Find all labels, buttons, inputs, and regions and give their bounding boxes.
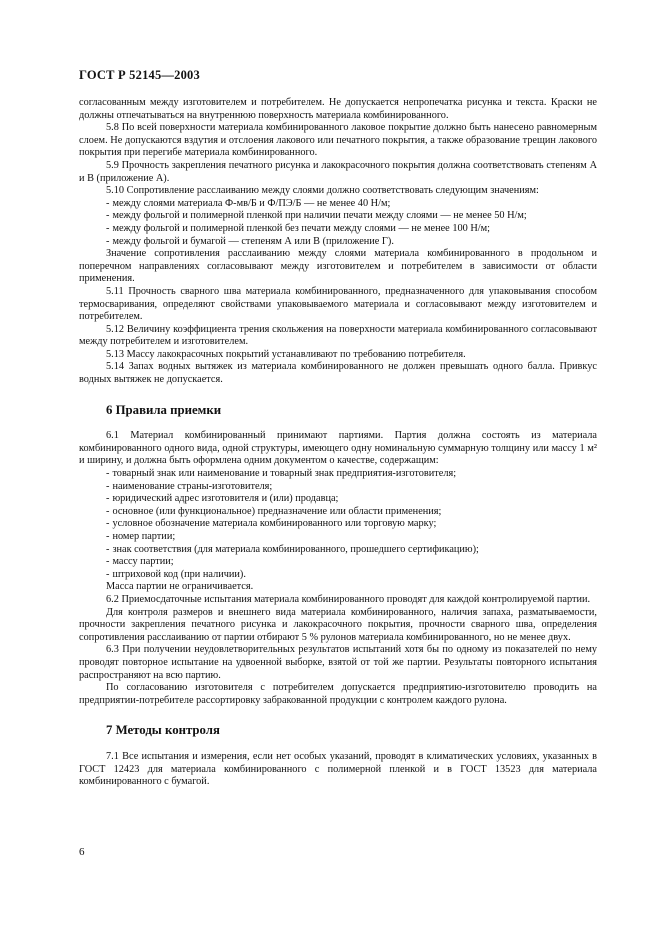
list-item: - условное обозначение материала комбинированного или торговую марку; <box>106 518 437 530</box>
paragraph-6-1: 6.1 Материал комбинированный принимают партиями. Партия должна состоять из материала комбинированного одного вида, одной структуры, имеющего одну номинальную суммарную толщину или массу 1 м² и ширину, и должна быть оформлена одним документом о качестве, содержащим: <box>79 430 597 467</box>
list-item: - основное (или функциональное) предназначение или области применения; <box>106 505 442 517</box>
paragraph-6-2b: Для контроля размеров и внешнего вида материала комбинированного, наличия запаха, разматываемости, прочности закрепления печатного рисунка и лакокрасочного покрытия, прочности сварного шва, определения сопротивления расслаиванию от партии отбирают 5 % рулонов материала комбинированного, но не менее двух. <box>79 606 597 643</box>
paragraph-5-11: 5.11 Прочность сварного шва материала комбинированного, предназначенного для упаковывания способом термосваривания, определяют свойствами упаковываемого материала и согласовывают между изготовителем и потребителем. <box>79 285 597 323</box>
list-item: - номер партии; <box>106 531 176 542</box>
list-item: - между слоями материала Ф-мв/Б и Ф/ПЭ/Б — не менее 40 Н/м; <box>106 197 391 209</box>
paragraph-6-3b: По согласованию изготовителя с потребителем допускается предприятию-изготовителю проводить на предприятии-потребителе рассортировку забракованной продукции с контролем каждого рулона. <box>79 682 597 706</box>
paragraph-5-14: 5.14 Запах водных вытяжек из материала комбинированного не должен превышать одного балла. Привкус водных вытяжек не допускается. <box>79 361 597 386</box>
page-number: 6 <box>79 846 85 858</box>
list-item: - товарный знак или наименование и товарный знак предприятия-изготовителя; <box>106 468 457 480</box>
paragraph-continuation: согласованным между изготовителем и потребителем. Не допускается непропечатка рисунка и текста. Краски не должны отпечатываться на внутреннюю поверхность материала комбинированного. <box>79 97 597 121</box>
list-item: - юридический адрес изготовителя и (или) продавца; <box>106 493 339 505</box>
section-7-heading: 7 Методы контроля <box>106 723 220 738</box>
list-item: - штриховой код (при наличии). <box>106 568 246 580</box>
list-item: - между фольгой и бумагой — степеням А или В (приложение Г). <box>106 235 394 247</box>
paragraph-6-2: 6.2 Приемосдаточные испытания материала комбинированного проводят для каждой контролируемой партии. <box>106 593 591 605</box>
paragraph-6-1-note: Масса партии не ограничивается. <box>106 581 254 593</box>
list-item: - массу партии; <box>106 556 174 568</box>
paragraph-5-9: 5.9 Прочность закрепления печатного рисунка и лакокрасочного покрытия должна соответствовать степеням А и В (приложение А). <box>79 159 597 184</box>
section-6-heading: 6 Правила приемки <box>106 402 222 417</box>
paragraph-6-3: 6.3 При получении неудовлетворительных результатов испытаний хотя бы по одному из показателей по нему проводят повторное испытание на удвоенной выборке, взятой от той же партии. Результаты повторного испытания распространяют на всю партию. <box>79 644 597 681</box>
document-body <box>79 97 597 789</box>
list-item: - наименование страны-изготовителя; <box>106 480 273 492</box>
list-item: - между фольгой и полимерной пленкой при наличии печати между слоями — не менее 50 Н/м; <box>106 210 527 222</box>
paragraph-5-10: 5.10 Сопротивление расслаиванию между слоями должно соответствовать следующим значениям: <box>106 185 539 197</box>
paragraph-5-10-note: Значение сопротивления расслаиванию между слоями материала комбинированного в продольном и поперечном направлениях согласовывают между изготовителем и потребителем в зависимости от области применения. <box>79 248 597 285</box>
paragraph-7-1: 7.1 Все испытания и измерения, если нет особых указаний, проводят в климатических условиях, указанных в ГОСТ 12423 для материала комбинированного с полимерной пленкой и в ГОСТ 13523 для материала комбинированного с бумагой. <box>79 750 597 788</box>
list-item: - знак соответствия (для материала комбинированного, прошедшего сертификацию); <box>106 543 479 555</box>
paragraph-5-12: 5.12 Величину коэффициента трения скольжения на поверхности материала комбинированного согласовывают между потребителем и изготовителем. <box>79 323 597 348</box>
list-item: - между фольгой и полимерной пленкой без печати между слоями — не менее 100 Н/м; <box>106 222 491 234</box>
peel-strength-list <box>79 198 597 248</box>
paragraph-5-8: 5.8 По всей поверхности материала комбинированного лаковое покрытие должно быть нанесено равномерным слоем. Не допускаются вздутия и отслоения лакового или печатного покрытия, а также образование трещин лакового покрытия при перегибе материала комбинированного. <box>79 122 597 159</box>
document-header: ГОСТ Р 52145—2003 <box>79 68 200 82</box>
paragraph-5-13: 5.13 Массу лакокрасочных покрытий устанавливают по требованию потребителя. <box>106 348 466 360</box>
quality-document-list <box>79 468 597 581</box>
